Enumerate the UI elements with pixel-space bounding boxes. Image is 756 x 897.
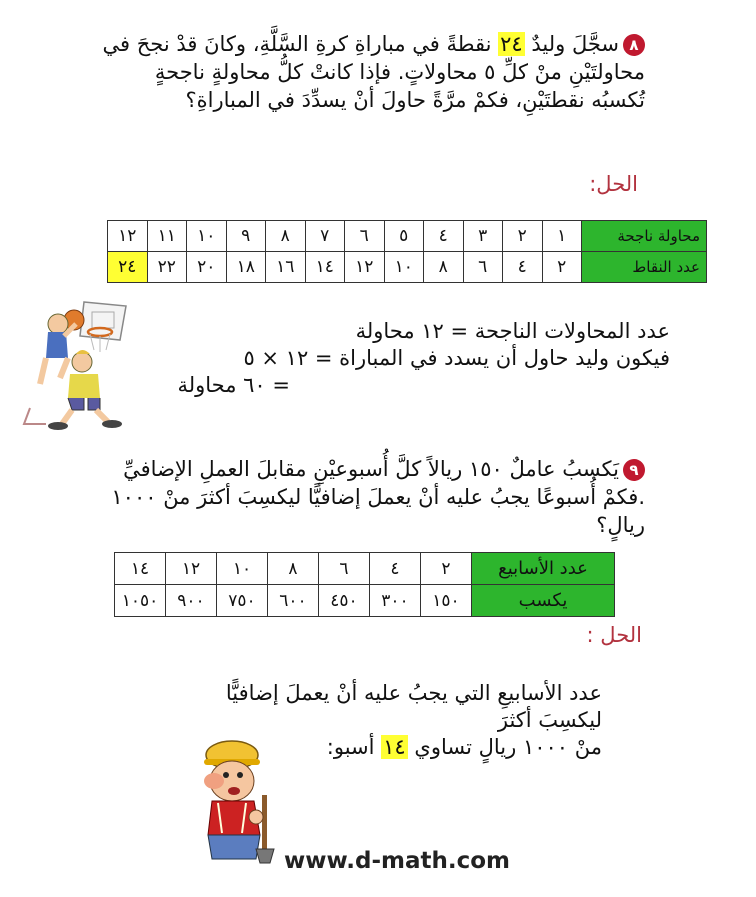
table-8-row [108, 221, 707, 252]
table-9-cell: ٤ [370, 553, 421, 585]
table-8-cell: ٤ [424, 221, 464, 252]
table-9-cell: ٤٥٠ [319, 585, 370, 617]
table-8-cell: ٢ [503, 221, 543, 252]
table-8-cell: ٦ [345, 221, 385, 252]
table-8-cell: ٣ [463, 221, 503, 252]
basketball-kids-illustration [22, 298, 134, 430]
table-9-row-header: يكسب [472, 585, 615, 617]
question-8-text-before: سجَّلَ وليدٌ [524, 32, 619, 56]
solution-9-line-1: عدد الأسابيعِ التي يجبُ عليه أنْ يعملَ إضافيًّا [225, 681, 602, 705]
table-9-cell: ٨ [268, 553, 319, 585]
question-8-highlight: ٢٤ [500, 32, 523, 56]
table-8-cell: ٤ [503, 252, 543, 283]
table-8-cell: ٢ [542, 252, 582, 283]
table-9-cell: ١٠ [217, 553, 268, 585]
table-8-cell: ١٢ [108, 221, 148, 252]
question-9 [100, 455, 645, 539]
table-8-cell: ٢٢ [147, 252, 187, 283]
table-8-row [108, 252, 707, 283]
table-9-row [115, 585, 615, 617]
table-8-cell: ١٨ [226, 252, 266, 283]
table-9-cell: ١٤ [115, 553, 166, 585]
solution-label-9: الحل : [586, 623, 642, 647]
question-number-9: ٩ [623, 459, 645, 481]
solution-9-line-3-before: منْ ١٠٠٠ ريالٍ تساوي [407, 735, 602, 759]
table-9-cell: ٧٥٠ [217, 585, 268, 617]
construction-worker-illustration [190, 735, 290, 865]
table-9-row-header: عدد الأسابيع [472, 553, 615, 585]
table-8-cell: ٨ [424, 252, 464, 283]
table-8-cell: ٢٠ [187, 252, 227, 283]
table-8-cell: ٧ [305, 221, 345, 252]
table-8-cell: ٩ [226, 221, 266, 252]
table-8-row-header: محاولة ناجحة [582, 221, 707, 252]
table-9 [114, 552, 615, 617]
table-8 [107, 220, 707, 283]
table-8-cell: ١١ [147, 221, 187, 252]
question-9-text: يَكسبُ عاملٌ ١٥٠ ريالاً كلَّ أُسبوعيْنِ مقابلَ العملِ الإضافيِّ .فكمْ أُسبوعًا يجبُ عليه أنْ يعملَ إضافيًّا ليكسِبَ أكثرَ منْ ١٠٠٠ ريالٍ؟ [111, 457, 645, 537]
table-9-cell: ٦ [319, 553, 370, 585]
table-8-cell: ١٢ [345, 252, 385, 283]
table-8-cell: ١٦ [266, 252, 306, 283]
website-url: www.d-math.com [284, 848, 511, 874]
table-9-cell: ١٠٥٠ [115, 585, 166, 617]
solution-8-line-3: = ٦٠ محاولة [177, 373, 290, 397]
table-9-cell: ٢ [421, 553, 472, 585]
table-8-cell: ١٠ [187, 221, 227, 252]
question-8-text-after: نقطةً في مباراةِ كرةِ السَّلَّةِ، وكانَ قدْ نجحَ في محاولتَيْنِ منْ كلِّ ٥ محاولاتٍ. فإذا كانتْ كلُّ محاولةٍ ناجحةٍ تُكسبُه نقطتَيْنِ، فكمْ مرَّةً حاولَ أنْ يسدِّدَ في المباراةِ؟ [102, 32, 645, 112]
table-9-cell: ١٥٠ [421, 585, 472, 617]
solution-8-line-2: فيكون وليد حاول أن يسدد في المباراة = ١٢ × ٥ [243, 346, 670, 370]
table-8-cell: ٦ [463, 252, 503, 283]
solution-9-line-3-after: أسبو: [326, 735, 382, 759]
question-number-8: ٨ [623, 34, 645, 56]
solution-label-8: الحل: [589, 172, 638, 196]
question-8 [100, 30, 645, 114]
table-9-cell: ٣٠٠ [370, 585, 421, 617]
table-9-cell: ٦٠٠ [268, 585, 319, 617]
table-8-cell: ٨ [266, 221, 306, 252]
table-8-cell: ١٠ [384, 252, 424, 283]
table-8-cell: ١ [542, 221, 582, 252]
solution-9-line-2: ليكسِبَ أكثرَ [497, 708, 602, 732]
table-9-cell: ١٢ [166, 553, 217, 585]
table-8-cell: ٢٤ [108, 252, 148, 283]
solution-8-line-1: عدد المحاولات الناجحة = ١٢ محاولة [355, 319, 670, 343]
table-9-row [115, 553, 615, 585]
solution-9-highlight: ١٤ [383, 735, 406, 759]
table-9-cell: ٩٠٠ [166, 585, 217, 617]
table-8-row-header: عدد النقاط [582, 252, 707, 283]
table-8-cell: ١٤ [305, 252, 345, 283]
table-8-cell: ٥ [384, 221, 424, 252]
